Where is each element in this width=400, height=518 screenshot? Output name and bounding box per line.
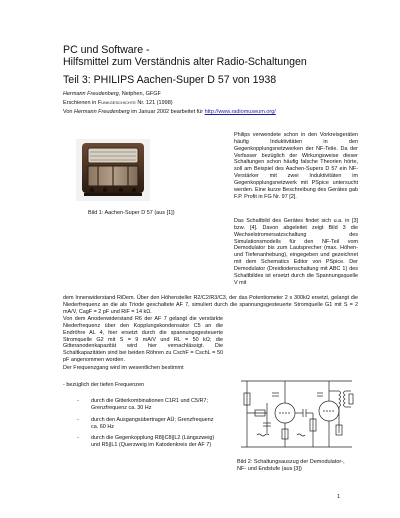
author-line bbox=[63, 91, 363, 98]
paragraph-2-continued: dem Innenwiderstand RiDem. Über den Höhensteller R2/C2/R3/C3, der das Potentiometer 2 x 300kΩ ersetzt, gelangt die Niederfrequenz an die als Triode geschaltete AF 7, simuliert durch die spannungsgesteuerte Stromquelle G1 mit S = 2 mA/V, CagF = 2 pF und RiF = 14 kΩ. bbox=[63, 295, 358, 315]
author-name: Hermann Freudenberg bbox=[63, 91, 119, 97]
edited-line bbox=[63, 109, 363, 116]
article-subtitle: Teil 3: PHILIPS Aachen-Super D 57 von 1938 bbox=[63, 74, 277, 86]
figure-1-caption: Bild 1: Aachen-Super D 57 (aus [1]) bbox=[88, 210, 175, 216]
paragraph-2-right: Das Schaltbild des Gerätes findet sich u.a. in [3] bzw. [4]. Davon abgeleitet zeigt Bild 3 die Wechselstromersatzschaltung des Simulationsmodells für den NF-Teil vom Demodulator bis zum Lautsprecher (max. Höhen- und Tiefenanhebung), eingegeben und gezeichnet mit dem Schematics Editor von PSpice. Der Demodulator (Dreidiodenschaltung mit ABC 1) des Schaltbildes ist ersetzt durch die Spannungsquelle V mit bbox=[234, 218, 358, 286]
author-affiliation: , Netphen, GFGF bbox=[118, 91, 161, 97]
list-item: - durch die Gitterkombinationen C1R1 und C5/R7; Grenzfrequenz ca. 30 Hz bbox=[77, 398, 208, 411]
figure-2-caption-line-2: NF- und Endstufe (aus [3]) bbox=[237, 466, 302, 473]
paragraph-3: Von dem Anodenwiderstand R6 der AF 7 gelangt die verstärkte Niederfrequenz über den Kopplungskondensator C5 an die Endröhre AL 4, hier ersetzt durch die spannungsgesteuerte Stromquelle G2 mit S = 9 mA/V und RL = 50 kΩ; die Gitteranodenkapazität wird hier vernachlässigt. Die Schaltkapazitäten sind bei beiden Röhren zu CschF = CschL = 50 pF angenommen worden. bbox=[63, 316, 223, 364]
radio-photo bbox=[76, 139, 150, 201]
schematic-diagram bbox=[237, 373, 356, 453]
published-suffix: Nr. 121 (1998) bbox=[135, 100, 173, 106]
paragraph-4: Der Frequenzgang wird im wesentlichen bestimmt bbox=[63, 365, 184, 371]
edited-author: Hermann Freudenberg bbox=[74, 109, 130, 115]
figure-2-caption-line-1: Bild 2: Schaltungsauszug der Demodulator-, bbox=[237, 459, 345, 465]
published-prefix: Erschienen in bbox=[63, 100, 98, 106]
edited-prefix: Von bbox=[63, 109, 75, 115]
radiomuseum-link[interactable]: http://www.radiomuseum.org/ bbox=[204, 109, 276, 115]
figure-2-caption bbox=[237, 459, 377, 474]
edited-suffix: im Januar 2002 bearbeitet für bbox=[129, 109, 205, 115]
paragraph-1: Philips verwendete schon in den Vorkreisgeräten häufig Induktivitäten in den Gegenkopplungsnetzwerken der NF-Teile. Da der Verfasser bezüglich der Wirkungsweise dieser Schaltungen schon häufig falsche Theorien hörte, soll am Beispiel des Aachen-Supers D 57 ein NF-Verstärker mit zwei Induktivitäten im Gegenkopplungsnetzwerk mit PSpice untersucht werden. Eine kurze Beschreibung des Gerätes gab F.P. Profit in FG Nr. 97 [2]. bbox=[234, 132, 358, 200]
page-number: 1 bbox=[337, 494, 341, 500]
title-line-1: PC und Software - bbox=[63, 44, 150, 56]
paragraph-5: - bezüglich der tiefen Frequenzen bbox=[63, 382, 145, 388]
publication-line bbox=[63, 100, 363, 107]
list-item: - durch den Ausgangsübertrager AÜ; Grenzfrequenz ca. 60 Hz bbox=[77, 416, 214, 430]
list-item: - durch die Gegenkopplung R8||C8||L2 (Längszweig) und R5||L1 (Querzweig im Katodenkreis der AF 7) bbox=[77, 435, 215, 449]
title-line-2: Hilfsmittel zum Verständnis alter Radio-Schaltungen bbox=[63, 56, 307, 68]
journal-name: Funkgeschichte bbox=[97, 100, 136, 106]
frequency-list bbox=[77, 398, 221, 454]
